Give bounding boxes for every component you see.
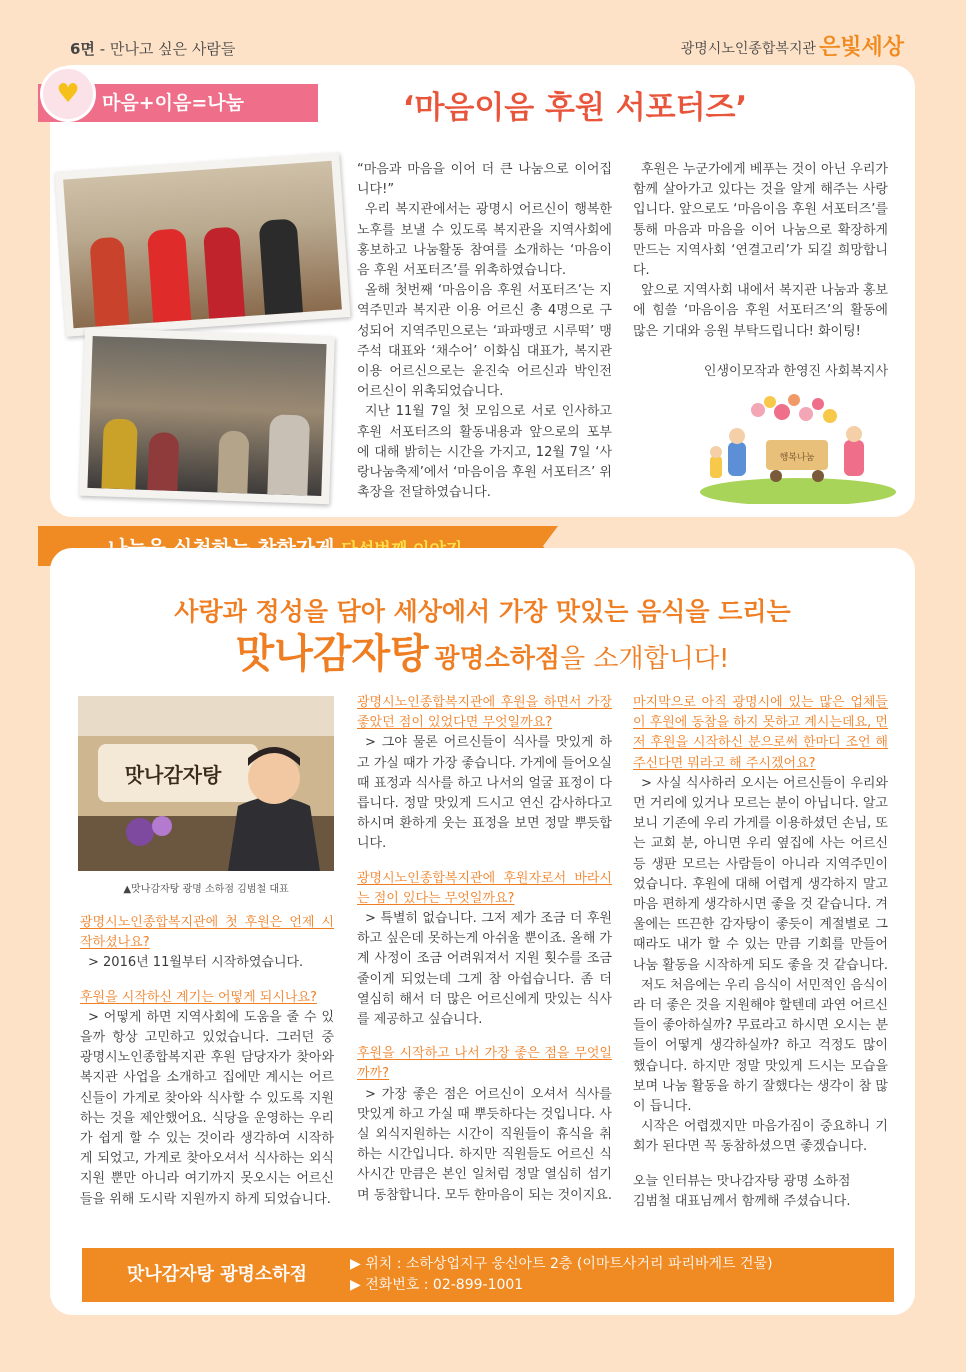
paragraph: 앞으로 지역사회 내에서 복지관 나눔과 홍보에 힘쓸 ‘마음이음 후원 서포터즈’의 활동에 많은 기대와 응원 부탁드립니다! 화이팅!: [633, 283, 888, 339]
paragraph: 후원은 누군가에게 베푸는 것이 아닌 우리가 함께 살아가고 있다는 것을 알게 해주는 사랑입니다. 앞으로도 ‘마음이음 후원 서포터즈’를 통해 마음과 마음을 이어 나눔으로 확장하게 만드는 지역사회 ‘연결고리’가 되길 희망합니다.: [633, 162, 888, 279]
interview-answer: > 사실 식사하러 오시는 어르신들이 우리와 먼 거리에 있거나 모르는 분이 아닙니다. 알고 보니 기존에 우리 가게를 이용하셨던 손님, 또는 교회 분, 아니면 우리 옆집에 사는 어르신 등 생판 모르는 사람들이 아니라 지역주민이었습니다. 후원에 대해 어렵게 생각하지 말고 마음 편하게 생각하시면 좋을 것 같습니다. 겨울에는 뜨끈한 감자탕이 좋듯이 계절별로 그때라도 내가 할 수 있는 만큼 기회를 만들어 나눔 활동을 시작하게 되도 좋을 것 같습니다.: [633, 775, 888, 973]
closing-line: 김범철 대표님께서 함께해 주셨습니다.: [633, 1193, 851, 1209]
interview-answer: 저도 처음에는 우리 음식이 서민적인 음식이라 더 좋은 것을 지원해야 할텐데 과연 어르신들이 좋아하실까? 무료라고 하시면 오시는 분들이 어떻게 생각하실까? 하고 걱정도 많이 했습니다. 하지만 정말 맛있게 드시는 모습을 보며 나눔 활동을 하기 잘했다는 생각이 참 많이 듭니다.: [633, 977, 888, 1115]
supporters-group-photo: [55, 152, 351, 336]
store-name: 맛나감자탕: [235, 631, 429, 677]
interview-question: 후원을 시작하신 계기는 어떻게 되시나요?: [80, 989, 317, 1005]
heart-icon: ♥: [40, 66, 96, 122]
newsletter-logo: 은빛세상: [818, 34, 904, 60]
org-name: 광명시노인종합복지관: [680, 41, 816, 57]
closing-line: 오늘 인터뷰는 맛나감자탕 광명 소하점: [633, 1173, 851, 1189]
cart-sign: 행복나눔: [779, 453, 815, 463]
article1-column-1: [357, 160, 612, 503]
interview-answer: > 그야 물론 어르신들이 식사를 맛있게 하고 가실 때가 가장 좋습니다. 가게에 들어오실 때 표정과 식사를 하고 나서의 얼굴 표정이 다릅니다. 정말 맛있게 드시고 연신 감사하다고 하시며 환하게 웃는 표정을 보면 정말 뿌듯합니다.: [357, 735, 612, 852]
interview-answer: > 특별히 없습니다. 그저 제가 조금 더 후원하고 싶은데 못하는게 아쉬울 뿐이죠. 올해 가계 사정이 조금 어려워져서 지원 횟수를 조금 줄이게 되었는데 그게 참 아쉽습니다. 좀 더 열심히 해서 더 많은 어르신에게 맛있는 식사를 제공하고 싶습니다.: [357, 911, 612, 1028]
page-header-left: [70, 38, 235, 59]
interview-column-3: [633, 693, 888, 1212]
interview-question: 광명시노인종합복지관에 후원을 하면서 가장 좋았던 점이 있었다면 무엇일까요?: [357, 695, 612, 731]
article1-tab: 마음+이음=나눔: [38, 84, 318, 122]
interview-column-1: [80, 913, 334, 1210]
article2-headline: 사랑과 정성을 담아 세상에서 가장 맛있는 음식을 드리는: [174, 597, 791, 626]
article1-title: ‘마음이음 후원 서포터즈’: [402, 90, 748, 126]
store-sign-text: 맛나감자탕: [124, 763, 222, 787]
headline-tail: 을 소개합니다!: [559, 644, 730, 674]
article1-column-2: [633, 160, 888, 342]
page-number: 6면: [70, 40, 95, 58]
article2-subheadline: [60, 622, 905, 679]
footer-phone: ▶ 전화번호 : 02-899-1001: [350, 1277, 524, 1293]
section-name: - 만나고 싶은 사람들: [99, 40, 236, 58]
interview-question: 광명시노인종합복지관에 첫 후원은 언제 시작하셨나요?: [80, 915, 334, 951]
paragraph: “마음과 마음을 이어 더 큰 나눔으로 이어집니다!”: [357, 162, 612, 198]
interview-question: 광명시노인종합복지관에 후원자로서 바라시는 점이 있다는 무엇일까요?: [357, 870, 612, 906]
store-branch: 광명소하점: [434, 644, 560, 674]
interview-question: 마지막으로 아직 광명시에 있는 많은 업체들이 후원에 동참을 하지 못하고 계시는데요, 먼저 후원을 시작하신 분으로써 한마디 조언 해 주신다면 뭐라고 해 주시겠어요?: [633, 695, 888, 771]
interview-answer: > 가장 좋은 점은 어르신이 오셔서 식사를 맛있게 하고 가실 때 뿌듯하다는 것입니다. 사실 외식지원하는 시간이 직원들이 휴식을 취하는 시간입니다. 하지만 직원들도 어르신 식사시간 만큼은 본인 일처럼 정말 열심히 섬기며 동참합니다. 모두 한마음이 되는 것이지요.: [357, 1086, 612, 1203]
article1-author: 인생이모작과 한영진 사회복지사: [703, 364, 888, 379]
footer-store-name: 맛나감자탕 광명소하점: [126, 1264, 308, 1285]
store-info-footer: [82, 1248, 894, 1302]
sharing-illustration: [698, 392, 898, 504]
photo-caption: ▲맛나감자탕 광명 소하점 김범철 대표: [123, 884, 289, 895]
paragraph: 올해 첫번째 ‘마음이음 후원 서포터즈’는 지역주민과 복지관 이용 어르신 총 4명으로 구성되어 지역주민으로는 ‘파파맹코 시루떡’ 맹주석 대표와 ‘채수어’ 이화심 대표가, 복지관 이용 어르신으로는 윤진숙 어르신과 박인전 어르신이 위촉되었습니다.: [357, 283, 612, 400]
paragraph: 지난 11월 7일 첫 모임으로 서로 인사하고 후원 서포터즈의 활동내용과 앞으로의 포부에 대해 밝히는 시간을 가지고, 12월 7일 ‘사랑나눔축제’에서 ‘마음이음 후원 서포터즈’ 위촉장을 전달하였습니다.: [357, 404, 612, 501]
paragraph: 우리 복지관에서는 광명시 어르신이 행복한 노후를 보낼 수 있도록 복지관을 지역사회에 홍보하고 나눔활동 참여를 소개하는 ‘마음이음 후원 서포터즈’를 위촉하였습니다.: [357, 202, 612, 279]
interview-answer: > 2016년 11월부터 시작하였습니다.: [88, 955, 304, 971]
interview-answer: > 어떻게 하면 지역사회에 도움을 줄 수 있을까 항상 고민하고 있었습니다. 그러던 중 광명시노인종합복지관 후원 담당자가 찾아와 복지관 사업을 소개하고 집에만 계시는 어르신들이 가게로 찾아와 식사할 수 있도록 지원하는 것을 제안했어요. 식당을 운영하는 우리가 쉽게 할 수 있는 것이라 생각하여 시작하게 되었고, 가게로 찾아오셔서 식사하는 외식지원 뿐만 아니라 여기까지 못오시는 어르신들을 위해 도시락 지원까지 하게 되었습니다.: [80, 1009, 334, 1207]
supporters-meeting-photo: [79, 328, 335, 505]
interview-question: 후원을 시작하고 나서 가장 좋은 점을 무엇일까까?: [357, 1046, 612, 1082]
footer-contact: [350, 1254, 773, 1296]
store-owner-photo: [78, 696, 334, 871]
footer-location: ▶ 위치 : 소하상업지구 웅신아트 2층 (이마트사거리 파리바게트 건물): [350, 1256, 773, 1272]
interview-answer: 시작은 어렵겠지만 마음가짐이 중요하니 기회가 된다면 꼭 동참하셨으면 좋겠습니다.: [633, 1119, 888, 1155]
interview-column-2: [357, 693, 612, 1206]
